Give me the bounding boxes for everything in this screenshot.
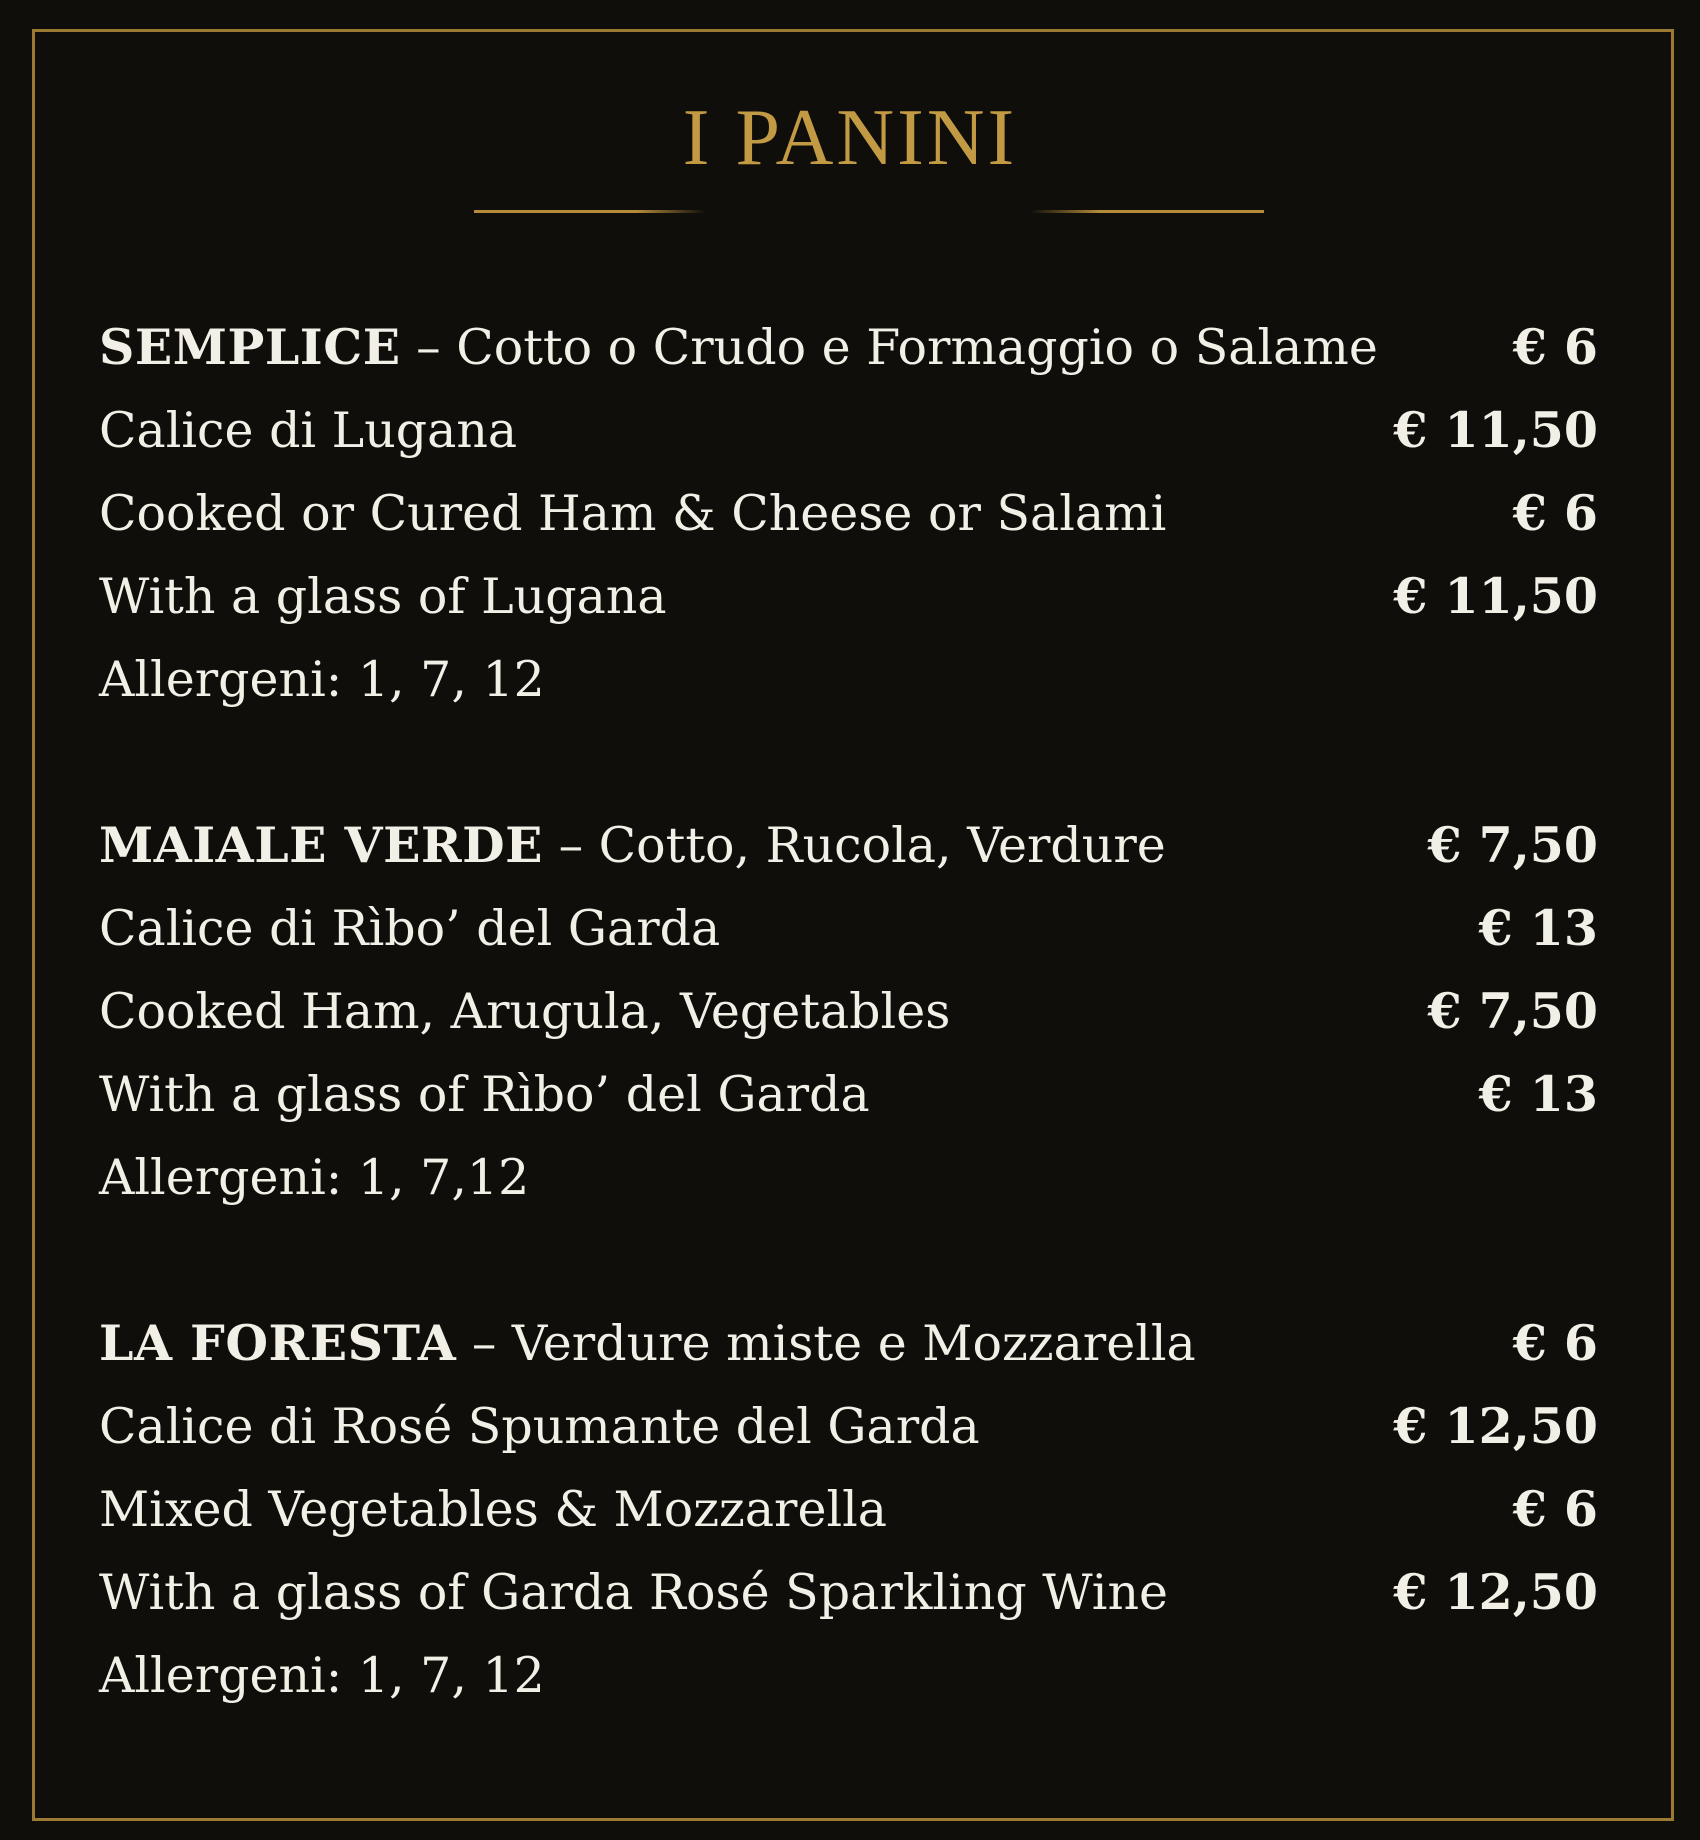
menu-item-semplice: [99, 306, 1598, 721]
italian-description-row: [99, 1302, 1598, 1385]
english-description: Cooked Ham, Arugula, Vegetables: [99, 983, 951, 1040]
wine-pairing-italian: Calice di Lugana: [99, 402, 518, 459]
name-dash: –: [543, 817, 599, 874]
title-ornament-left: [474, 210, 706, 213]
wine-pairing-price: € 12,50: [1393, 1397, 1598, 1455]
wine-pairing-english: With a glass of Garda Rosé Sparkling Wine: [99, 1564, 1169, 1621]
english-description-row: [99, 970, 1598, 1053]
english-price: € 6: [1512, 484, 1598, 542]
allergens-row: [99, 1136, 1598, 1219]
name-dash: –: [456, 1315, 512, 1372]
english-description-row: [99, 472, 1598, 555]
wine-pairing-english-price: € 13: [1478, 1065, 1598, 1123]
menu-item-la-foresta: [99, 1302, 1598, 1717]
italian-ingredients: Cotto, Rucola, Verdure: [598, 817, 1166, 874]
wine-pairing-price: € 11,50: [1393, 401, 1598, 459]
wine-pairing-italian-row: [99, 1385, 1598, 1468]
italian-description: [99, 804, 1428, 887]
allergens: Allergeni: 1, 7,12: [99, 1149, 530, 1206]
italian-description: [99, 1302, 1513, 1385]
italian-ingredients: Cotto o Crudo e Formaggio o Salame: [456, 319, 1378, 376]
title-ornament-right: [1030, 210, 1264, 213]
allergens: Allergeni: 1, 7, 12: [99, 651, 545, 708]
menu-item-maiale-verde: [99, 804, 1598, 1219]
item-price: € 6: [1512, 1314, 1598, 1372]
page-title: I PANINI: [682, 94, 1018, 182]
allergens-row: [99, 1634, 1598, 1717]
allergens: Allergeni: 1, 7, 12: [99, 1647, 545, 1704]
english-description-row: [99, 1468, 1598, 1551]
english-description: Cooked or Cured Ham & Cheese or Salami: [99, 485, 1167, 542]
menu-list: [99, 306, 1598, 1800]
italian-ingredients: Verdure miste e Mozzarella: [511, 1315, 1196, 1372]
item-price: € 6: [1512, 318, 1598, 376]
wine-pairing-italian: Calice di Rìbo’ del Garda: [99, 900, 721, 957]
wine-pairing-english-row: [99, 555, 1598, 638]
item-name: LA FORESTA: [99, 1314, 457, 1372]
english-price: € 7,50: [1427, 982, 1598, 1040]
italian-description: [99, 306, 1513, 389]
wine-pairing-english-price: € 11,50: [1393, 567, 1598, 625]
wine-pairing-english-row: [99, 1053, 1598, 1136]
item-name: MAIALE VERDE: [99, 816, 543, 874]
wine-pairing-price: € 13: [1478, 899, 1598, 957]
wine-pairing-italian: Calice di Rosé Spumante del Garda: [99, 1398, 980, 1455]
wine-pairing-english: With a glass of Rìbo’ del Garda: [99, 1066, 870, 1123]
item-price: € 7,50: [1427, 816, 1598, 874]
english-description: Mixed Vegetables & Mozzarella: [99, 1481, 888, 1538]
english-price: € 6: [1512, 1480, 1598, 1538]
name-dash: –: [400, 319, 457, 376]
wine-pairing-italian-row: [99, 887, 1598, 970]
allergens-row: [99, 638, 1598, 721]
wine-pairing-english-price: € 12,50: [1393, 1563, 1598, 1621]
wine-pairing-english-row: [99, 1551, 1598, 1634]
wine-pairing-italian-row: [99, 389, 1598, 472]
item-name: SEMPLICE: [99, 318, 401, 376]
wine-pairing-english: With a glass of Lugana: [99, 568, 667, 625]
italian-description-row: [99, 804, 1598, 887]
italian-description-row: [99, 306, 1598, 389]
